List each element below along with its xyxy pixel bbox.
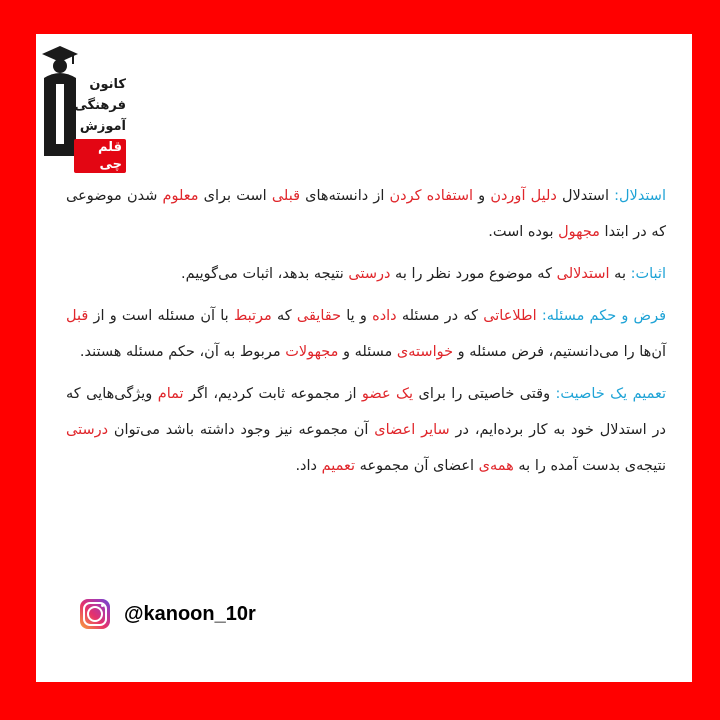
highlight-text: مجهولات <box>285 344 339 360</box>
highlight-text: دلیل آوردن <box>490 188 557 204</box>
body-text: بوده است. <box>488 224 559 240</box>
highlight-text: درستی <box>348 266 391 282</box>
body-text: و یا <box>341 308 373 324</box>
term-label: استدلال: <box>614 188 666 204</box>
body-text: به <box>609 266 631 282</box>
highlight-text: حقایقی <box>296 308 342 324</box>
footer <box>80 596 256 632</box>
instagram-icon[interactable] <box>80 599 110 629</box>
term-label: فرض و حکم مسئله: <box>541 308 667 324</box>
highlight-text: معلوم <box>162 188 199 204</box>
paragraph-hypothesis-conclusion <box>66 298 666 370</box>
body-text: شدن موضوعی که در ابتدا <box>66 188 666 240</box>
body-text: مسئله و <box>338 344 397 360</box>
highlight-text: مجهول <box>558 224 600 240</box>
paragraph-reasoning <box>66 178 666 250</box>
body-text: و <box>473 188 491 204</box>
body-text: استدلال <box>556 188 615 204</box>
body-text: نتیجه‌ی بدست آمده را به <box>513 458 666 474</box>
highlight-text: قبل <box>66 308 89 324</box>
content-card <box>36 34 692 682</box>
term-label: اثبات: <box>630 266 666 282</box>
graduate-icon <box>38 38 78 160</box>
body-text: که در مسئله <box>396 308 484 324</box>
body-text: که موضوع مورد نظر را به <box>390 266 557 282</box>
logo-line-1: کانون <box>89 77 126 92</box>
body-text: داد. <box>295 458 322 474</box>
body-text: است برای <box>198 188 272 204</box>
instagram-handle[interactable]: @kanoon_10r <box>124 602 256 625</box>
kanoon-logo <box>38 38 126 172</box>
highlight-text: خواسته‌ی <box>396 344 454 360</box>
highlight-text: استدلالی <box>556 266 610 282</box>
highlight-text: تمام <box>157 386 184 402</box>
body-text: نتیجه بدهد، اثبات می‌گوییم. <box>181 266 349 282</box>
body-text: که <box>271 308 297 324</box>
definitions-text <box>66 178 666 490</box>
body-text: از دانسته‌های <box>300 188 390 204</box>
body-text: ویژگی‌هایی که در استدلال خود به کار برده‌ایم، در <box>66 386 666 438</box>
body-text: با آن مسئله است و از <box>88 308 234 324</box>
highlight-text: سایر اعضای <box>374 422 450 438</box>
paragraph-generalization <box>66 376 666 484</box>
paragraph-proof <box>66 256 666 292</box>
body-text: مربوط به آن، حکم مسئله هستند. <box>79 344 286 360</box>
body-text: از مجموعه ثابت کردیم، اگر <box>183 386 362 402</box>
logo-line-4: قلم چی <box>74 139 126 173</box>
body-text: آن‌ها را می‌دانستیم، فرض مسئله و <box>453 344 666 360</box>
logo-line-2: فرهنگی <box>74 98 126 113</box>
logo-text <box>74 74 126 175</box>
highlight-text: قبلی <box>271 188 301 204</box>
highlight-text: اطلاعاتی <box>483 308 537 324</box>
highlight-text: داده <box>372 308 397 324</box>
term-label: تعمیم یک خاصیت: <box>555 386 667 402</box>
highlight-text: تعمیم <box>321 458 356 474</box>
body-text: وقتی خاصیتی را برای <box>413 386 556 402</box>
highlight-text: همه‌ی <box>478 458 514 474</box>
body-text: اعضای آن مجموعه <box>355 458 479 474</box>
highlight-text: استفاده کردن <box>389 188 474 204</box>
body-text: آن مجموعه نیز وجود داشته باشد می‌توان <box>108 422 375 438</box>
logo-line-3: آموزش <box>79 119 126 134</box>
highlight-text: درستی <box>66 422 109 438</box>
highlight-text: یک عضو <box>361 386 414 402</box>
highlight-text: مرتبط <box>233 308 272 324</box>
